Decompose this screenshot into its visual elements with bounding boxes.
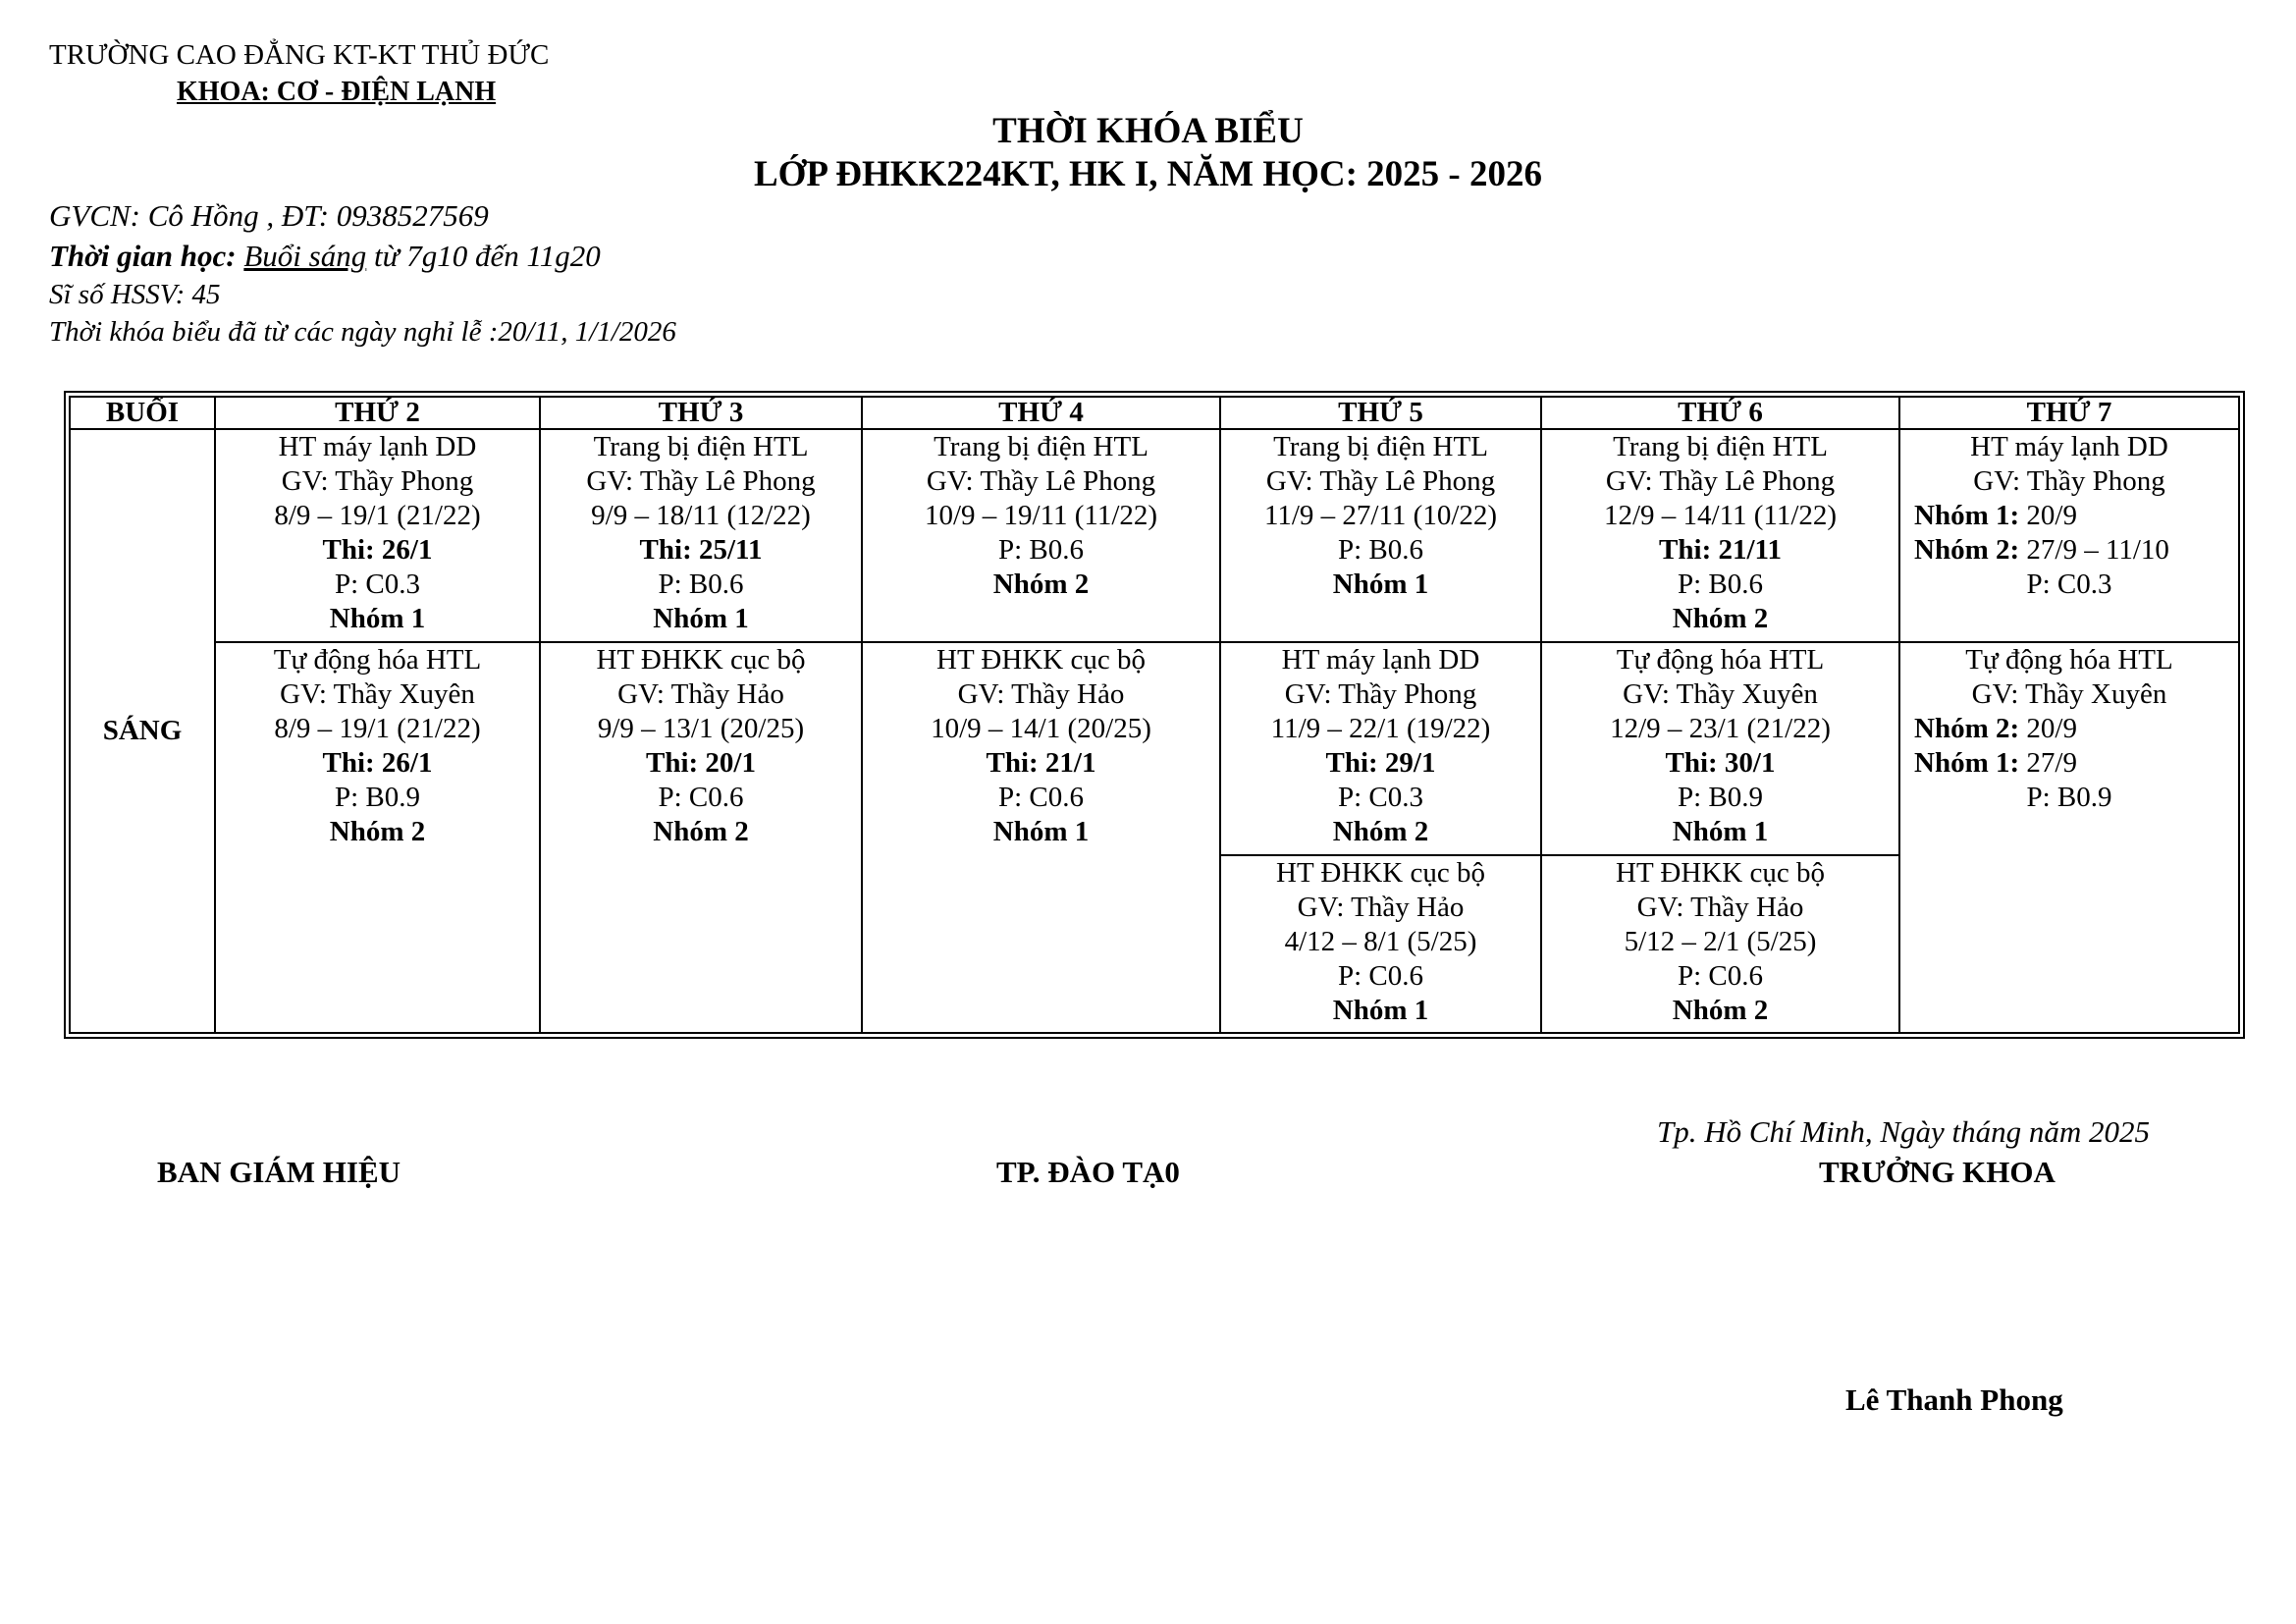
subject: HT máy lạnh DD — [1281, 643, 1480, 676]
header-saturday: THỨ 7 — [1899, 397, 2239, 429]
class-cell-fri-2 — [1541, 642, 1899, 855]
room: P: B0.6 — [658, 568, 744, 600]
group: Nhóm 2 — [329, 815, 426, 847]
study-session: Buổi sáng — [243, 239, 367, 273]
header-thursday: THỨ 5 — [1220, 397, 1541, 429]
teacher: GV: Thầy Hảo — [1636, 891, 1804, 923]
group: Nhóm 2 — [653, 815, 749, 847]
group-label: Nhóm 2: — [1914, 712, 2020, 744]
document-title: THỜI KHÓA BIỂU — [992, 111, 1304, 151]
group-date: 27/9 – 11/10 — [2019, 533, 2169, 566]
study-time-label: Thời gian học: — [49, 239, 237, 273]
teacher: GV: Thầy Lê Phong — [926, 464, 1156, 497]
exam-date: Thi: 20/1 — [646, 746, 756, 779]
subject: HT máy lạnh DD — [278, 430, 477, 462]
header-friday: THỨ 6 — [1541, 397, 1899, 429]
group: Nhóm 2 — [992, 568, 1090, 600]
date-range: 12/9 – 14/11 (11/22) — [1603, 499, 1838, 531]
class-cell-thu-3 — [1220, 855, 1541, 1033]
class-cell-fri-1 — [1541, 429, 1899, 642]
subject: HT ĐHKK cục bộ — [936, 643, 1146, 676]
subject: Tự động hóa HTL — [273, 643, 482, 676]
teacher: GV: Thầy Lê Phong — [1265, 464, 1496, 497]
room: P: C0.6 — [997, 781, 1085, 813]
exam-date: Thi: 21/11 — [1659, 533, 1782, 566]
exam-date: Thi: 21/1 — [986, 746, 1096, 779]
group-schedule — [1900, 499, 2238, 533]
group-date: 20/9 — [2019, 712, 2077, 744]
class-cell-sat-1 — [1899, 429, 2239, 642]
date-range: 4/12 – 8/1 (5/25) — [1284, 925, 1477, 957]
room: P: C0.6 — [1677, 959, 1764, 992]
group: Nhóm 1 — [992, 815, 1090, 847]
subject: Tự động hóa HTL — [1616, 643, 1825, 676]
header-tuesday: THỨ 3 — [540, 397, 862, 429]
school-name: TRƯỜNG CAO ĐẲNG KT-KT THỦ ĐỨC — [49, 39, 550, 71]
teacher: GV: Thầy Phong — [1284, 677, 1477, 710]
date-range: 9/9 – 18/11 (12/22) — [591, 499, 811, 531]
signature-training: TP. ĐÀO TẠ0 — [996, 1155, 1180, 1189]
class-cell-mon-2 — [215, 642, 540, 1033]
date-range: 11/9 – 27/11 (10/22) — [1263, 499, 1498, 531]
class-cell-fri-3 — [1541, 855, 1899, 1033]
timetable — [69, 396, 2240, 1034]
subject: HT máy lạnh DD — [1970, 430, 2168, 462]
faculty-name: KHOA: CƠ - ĐIỆN LẠNH — [177, 77, 497, 107]
subject: Trang bị điện HTL — [1613, 430, 1828, 462]
holiday-note: Thời khóa biểu đã từ các ngày nghỉ lễ :20/11, 1/1/2026 — [49, 316, 676, 348]
group-schedule — [1900, 712, 2238, 746]
session-cell: SÁNG — [70, 429, 215, 1033]
header-wednesday: THỨ 4 — [862, 397, 1220, 429]
teacher: GV: Thầy Xuyên — [280, 677, 475, 710]
subject: Trang bị điện HTL — [1273, 430, 1488, 462]
room: P: C0.3 — [2026, 568, 2112, 600]
teacher: GV: Thầy Phong — [281, 464, 474, 497]
teacher: GV: Thầy Xuyên — [1623, 677, 1818, 710]
exam-date: Thi: 29/1 — [1325, 746, 1436, 779]
room: P: B0.6 — [1677, 568, 1764, 600]
room: P: C0.3 — [1337, 781, 1424, 813]
exam-date: Thi: 25/11 — [639, 533, 763, 566]
subject: Trang bị điện HTL — [593, 430, 809, 462]
exam-date: Thi: 26/1 — [322, 746, 433, 779]
subject: HT ĐHKK cục bộ — [1616, 856, 1825, 889]
date-range: 8/9 – 19/1 (21/22) — [274, 499, 481, 531]
class-cell-thu-2 — [1220, 642, 1541, 855]
room: P: C0.6 — [658, 781, 744, 813]
dean-name: Lê Thanh Phong — [1845, 1382, 2063, 1417]
subject: HT ĐHKK cục bộ — [596, 643, 806, 676]
class-cell-sat-2 — [1899, 642, 2239, 1033]
group-label: Nhóm 1: — [1914, 746, 2020, 779]
header-monday: THỨ 2 — [215, 397, 540, 429]
date-range: 12/9 – 23/1 (21/22) — [1610, 712, 1831, 744]
student-count: Sĩ số HSSV: 45 — [49, 279, 221, 310]
homeroom-teacher-info: GVCN: Cô Hồng , ĐT: 0938527569 — [49, 198, 489, 233]
document-subtitle: LỚP ĐHKK224KT, HK I, NĂM HỌC: 2025 - 2026 — [753, 154, 1543, 194]
group: Nhóm 2 — [1672, 602, 1769, 634]
room: P: B0.9 — [1677, 781, 1764, 813]
group: Nhóm 1 — [1332, 994, 1429, 1026]
subject: HT ĐHKK cục bộ — [1276, 856, 1485, 889]
subject: Tự động hóa HTL — [1965, 643, 2173, 676]
teacher: GV: Thầy Hảo — [1297, 891, 1465, 923]
group-schedule — [1900, 533, 2238, 568]
group: Nhóm 1 — [1332, 568, 1429, 600]
room: P: B0.6 — [1337, 533, 1424, 566]
study-time-range: từ 7g10 đến 11g20 — [366, 239, 601, 273]
group: Nhóm 2 — [1672, 994, 1769, 1026]
room: P: C0.3 — [334, 568, 421, 600]
group-date: 20/9 — [2019, 499, 2077, 531]
date-range: 5/12 – 2/1 (5/25) — [1624, 925, 1817, 957]
header-session: BUỔI — [70, 397, 215, 429]
exam-date: Thi: 26/1 — [322, 533, 433, 566]
group-label: Nhóm 2: — [1914, 533, 2020, 566]
group: Nhóm 1 — [329, 602, 426, 634]
room: P: B0.6 — [997, 533, 1085, 566]
date-range: 11/9 – 22/1 (19/22) — [1270, 712, 1491, 744]
subject: Trang bị điện HTL — [934, 430, 1148, 462]
signature-board: BAN GIÁM HIỆU — [157, 1155, 401, 1189]
teacher: GV: Thầy Hảo — [617, 677, 784, 710]
class-cell-wed-1 — [862, 429, 1220, 642]
room: P: B0.9 — [2026, 781, 2112, 813]
date-range: 10/9 – 14/1 (20/25) — [931, 712, 1151, 744]
group: Nhóm 2 — [1332, 815, 1429, 847]
teacher: GV: Thầy Hảo — [957, 677, 1125, 710]
timetable-row-2 — [70, 642, 2239, 855]
class-cell-tue-1 — [540, 429, 862, 642]
class-cell-tue-2 — [540, 642, 862, 1033]
group: Nhóm 1 — [1672, 815, 1769, 847]
exam-date: Thi: 30/1 — [1665, 746, 1776, 779]
date-range: 8/9 – 19/1 (21/22) — [274, 712, 481, 744]
group-schedule — [1900, 746, 2238, 781]
teacher: GV: Thầy Lê Phong — [586, 464, 816, 497]
timetable-row-1 — [70, 429, 2239, 642]
teacher: GV: Thầy Xuyên — [1971, 677, 2167, 710]
date-range: 10/9 – 19/11 (11/22) — [924, 499, 1158, 531]
teacher: GV: Thầy Phong — [1973, 464, 2165, 497]
room: P: B0.9 — [334, 781, 421, 813]
teacher: GV: Thầy Lê Phong — [1605, 464, 1836, 497]
group-date: 27/9 — [2019, 746, 2077, 779]
signing-date-line: Tp. Hồ Chí Minh, Ngày tháng năm 2025 — [1657, 1114, 2151, 1149]
group-label: Nhóm 1: — [1914, 499, 2020, 531]
class-cell-mon-1 — [215, 429, 540, 642]
study-time-info — [49, 239, 601, 274]
timetable-header-row — [70, 397, 2239, 429]
signature-dean: TRƯỞNG KHOA — [1819, 1155, 2056, 1189]
date-range: 9/9 – 13/1 (20/25) — [597, 712, 805, 744]
class-cell-wed-2 — [862, 642, 1220, 1033]
class-cell-thu-1 — [1220, 429, 1541, 642]
group: Nhóm 1 — [653, 602, 749, 634]
room: P: C0.6 — [1337, 959, 1424, 992]
